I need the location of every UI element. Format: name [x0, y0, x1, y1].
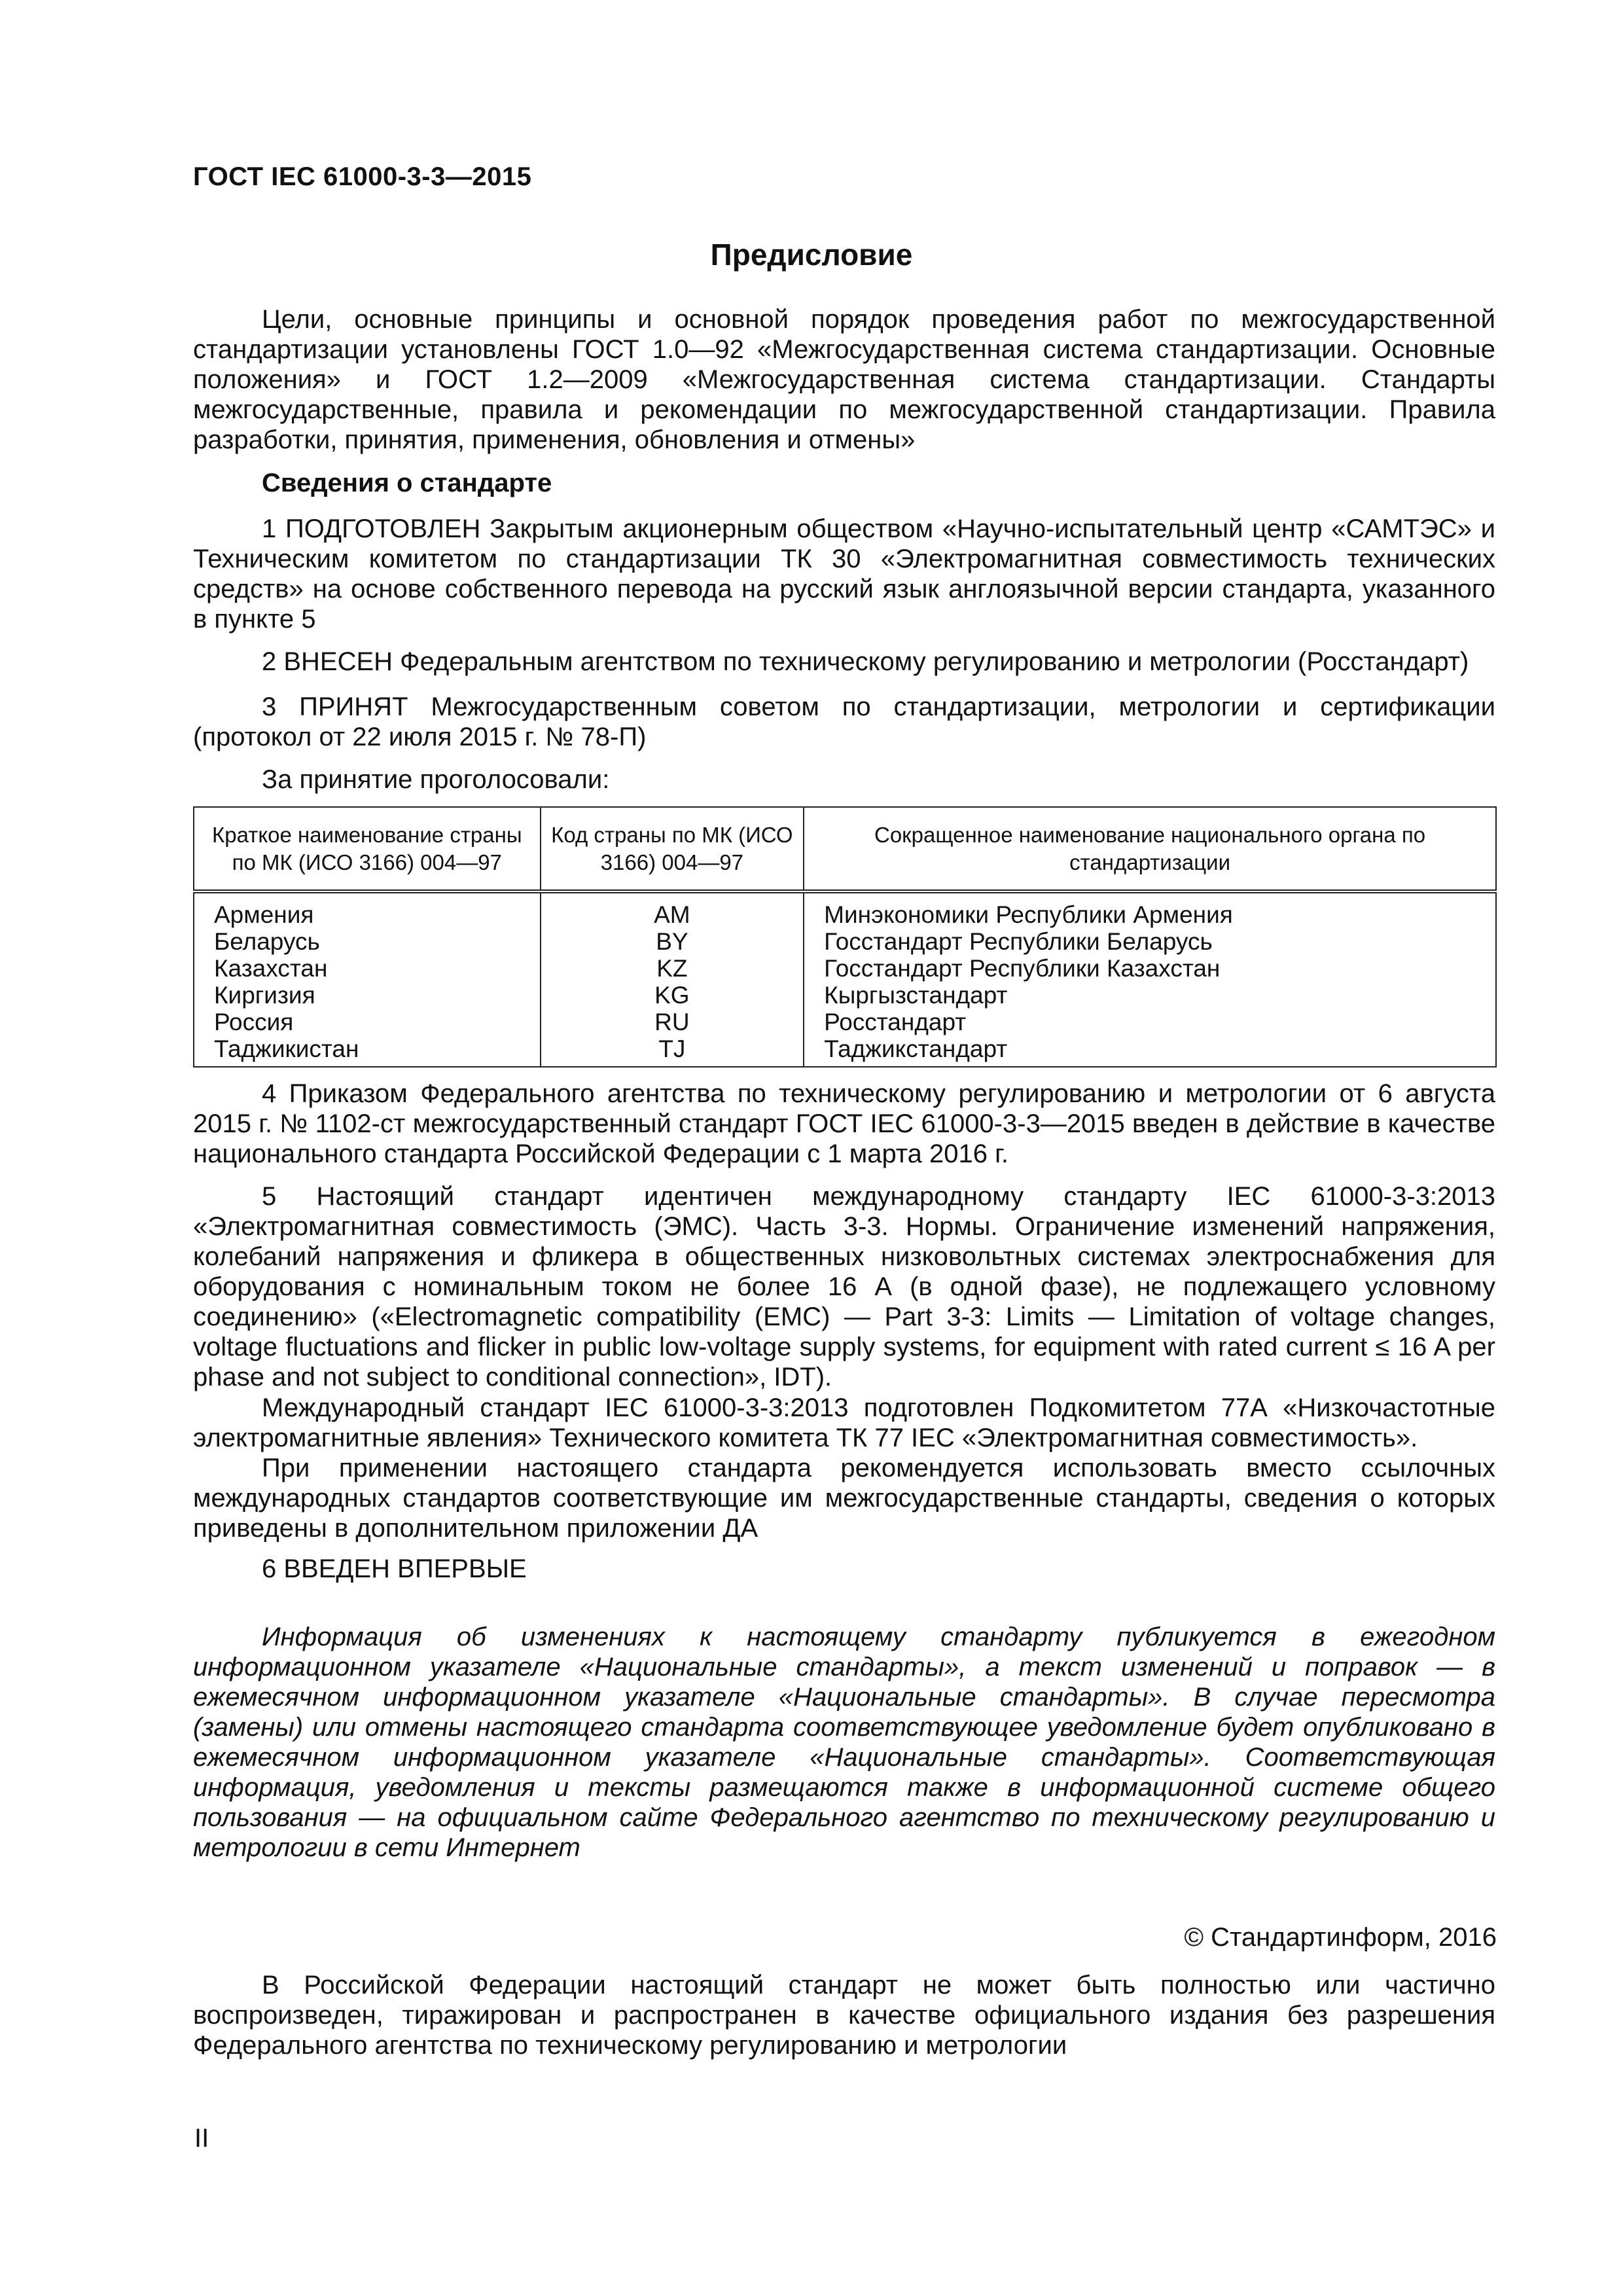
body-cell: Таджикстандарт — [804, 1035, 1496, 1067]
page-number: II — [194, 2124, 209, 2153]
country-cell: Армения — [194, 891, 541, 928]
country-cell: Россия — [194, 1009, 541, 1035]
item-3-paragraph: 3 ПРИНЯТ Межгосударственным советом по стандартизации, метрологии и сертификации (протокол от 22 июля 2015 г. № 78-П) — [193, 692, 1495, 751]
page-title: Предисловие — [710, 238, 913, 272]
country-cell: Беларусь — [194, 928, 541, 955]
code-cell: KZ — [541, 955, 804, 982]
item-4-paragraph: 4 Приказом Федерального агентства по техническому регулированию и метрологии от 6 августа 2015 г. № 1102-ст межгосударственный стандарт ГОСТ IEC 61000-3-3—2015 введен в действие в качестве национального стандарта Российской Федерации с 1 марта 2016 г. — [193, 1079, 1495, 1168]
code-cell: TJ — [541, 1035, 804, 1067]
country-cell: Таджикистан — [194, 1035, 541, 1067]
body-cell: Кыргызстандарт — [804, 982, 1496, 1009]
code-cell: RU — [541, 1009, 804, 1035]
item-2-paragraph: 2 ВНЕСЕН Федеральным агентством по техническому регулированию и метрологии (Росстандарт) — [262, 647, 1469, 676]
document-code: ГОСТ IEC 61000-3-3—2015 — [193, 162, 532, 191]
table-row — [194, 891, 1496, 928]
country-cell: Киргизия — [194, 982, 541, 1009]
item-5-usage-paragraph: При применении настоящего стандарта рекомендуется использовать вместо ссылочных международных стандартов соответствующие им межгосударственные стандарты, сведения о которых приведены в дополнительном приложении ДА — [193, 1454, 1495, 1543]
changes-notice: Информация об изменениях к настоящему стандарту публикуется в ежегодном информационном указателе «Национальные стандарты», а текст изменений и поправок — в ежемесячном информационном указателе «Национальные стандарты». В случае пересмотра (замены) или отмены настоящего стандарта соответствующее уведомление будет опубликовано в ежемесячном информационном указателе «Национальные стандарты». Соответствующая информация, уведомления и тексты размещаются также в информационной системе общего пользования — на официальном сайте Федерального агентство по техническому регулированию и метрологии в сети Интернет — [193, 1623, 1495, 1862]
body-cell: Росстандарт — [804, 1009, 1496, 1035]
section-heading: Сведения о стандарте — [262, 469, 552, 497]
code-cell: KG — [541, 982, 804, 1009]
table-row — [194, 1035, 1496, 1067]
copyright-line: © Стандартинформ, 2016 — [1184, 1923, 1497, 1952]
table-row — [194, 928, 1496, 955]
table-header-row — [194, 807, 1496, 891]
table-row — [194, 1009, 1496, 1035]
voted-label: За принятие проголосовали: — [262, 765, 610, 794]
item-6-paragraph: 6 ВВЕДЕН ВПЕРВЫЕ — [262, 1554, 527, 1583]
code-cell: BY — [541, 928, 804, 955]
intro-paragraph: Цели, основные принципы и основной порядок проведения работ по межгосударственной стандартизации установлены ГОСТ 1.0—92 «Межгосударственная система стандартизации. Основные положения» и ГОСТ 1.2—2009 «Межгосударственная система стандартизации. Стандарты межгосударственные, правила и рекомендации по межгосударственной стандартизации. Правила разработки, принятия, применения, обновления и отмены» — [193, 305, 1495, 454]
column-header-body: Сокращенное наименование национального органа по стандартизации — [804, 807, 1496, 891]
body-cell: Госстандарт Республики Беларусь — [804, 928, 1496, 955]
table-row — [194, 982, 1496, 1009]
rights-paragraph: В Российской Федерации настоящий стандарт не может быть полностью или частично воспроизведен, тиражирован и распространен в качестве официального издания без разрешения Федерального агентства по техническому регулированию и метрологии — [193, 1971, 1495, 2060]
item-5-prepared-paragraph: Международный стандарт IEC 61000-3-3:2013 подготовлен Подкомитетом 77А «Низкочастотные электромагнитные явления» Технического комитета ТК 77 IEC «Электромагнитная совместимость». — [193, 1393, 1495, 1452]
body-cell: Госстандарт Республики Казахстан — [804, 955, 1496, 982]
voting-table — [193, 806, 1497, 1067]
body-cell: Минэкономики Республики Армения — [804, 891, 1496, 928]
country-cell: Казахстан — [194, 955, 541, 982]
column-header-country: Краткое наименование страны по МК (ИСО 3166) 004—97 — [194, 807, 541, 891]
table-row — [194, 955, 1496, 982]
column-header-code: Код страны по МК (ИСО 3166) 004—97 — [541, 807, 804, 891]
code-cell: AM — [541, 891, 804, 928]
item-5-paragraph: 5 Настоящий стандарт идентичен международному стандарту IEC 61000-3-3:2013 «Электромагнитная совместимость (ЭМС). Часть 3-3. Нормы. Ограничение изменений напряжения, колебаний напряжения и фликера в общественных низковольтных системах электроснабжения для оборудования с номинальным током не более 16 А (в одной фазе), не подлежащего условному соединению» («Electromagnetic compatibility (EMC) — Part 3-3: Limits — Limitation of voltage changes, voltage fluctuations and flicker in public low-voltage supply systems, for equipment with rated current ≤ 16 A per phase and not subject to conditional connection», IDT). — [193, 1182, 1495, 1391]
item-1-paragraph: 1 ПОДГОТОВЛЕН Закрытым акционерным обществом «Научно-испытательный центр «САМТЭС» и Техническим комитетом по стандартизации ТК 30 «Электромагнитная совместимость технических средств» на основе собственного перевода на русский язык англоязычной версии стандарта, указанного в пункте 5 — [193, 514, 1495, 634]
